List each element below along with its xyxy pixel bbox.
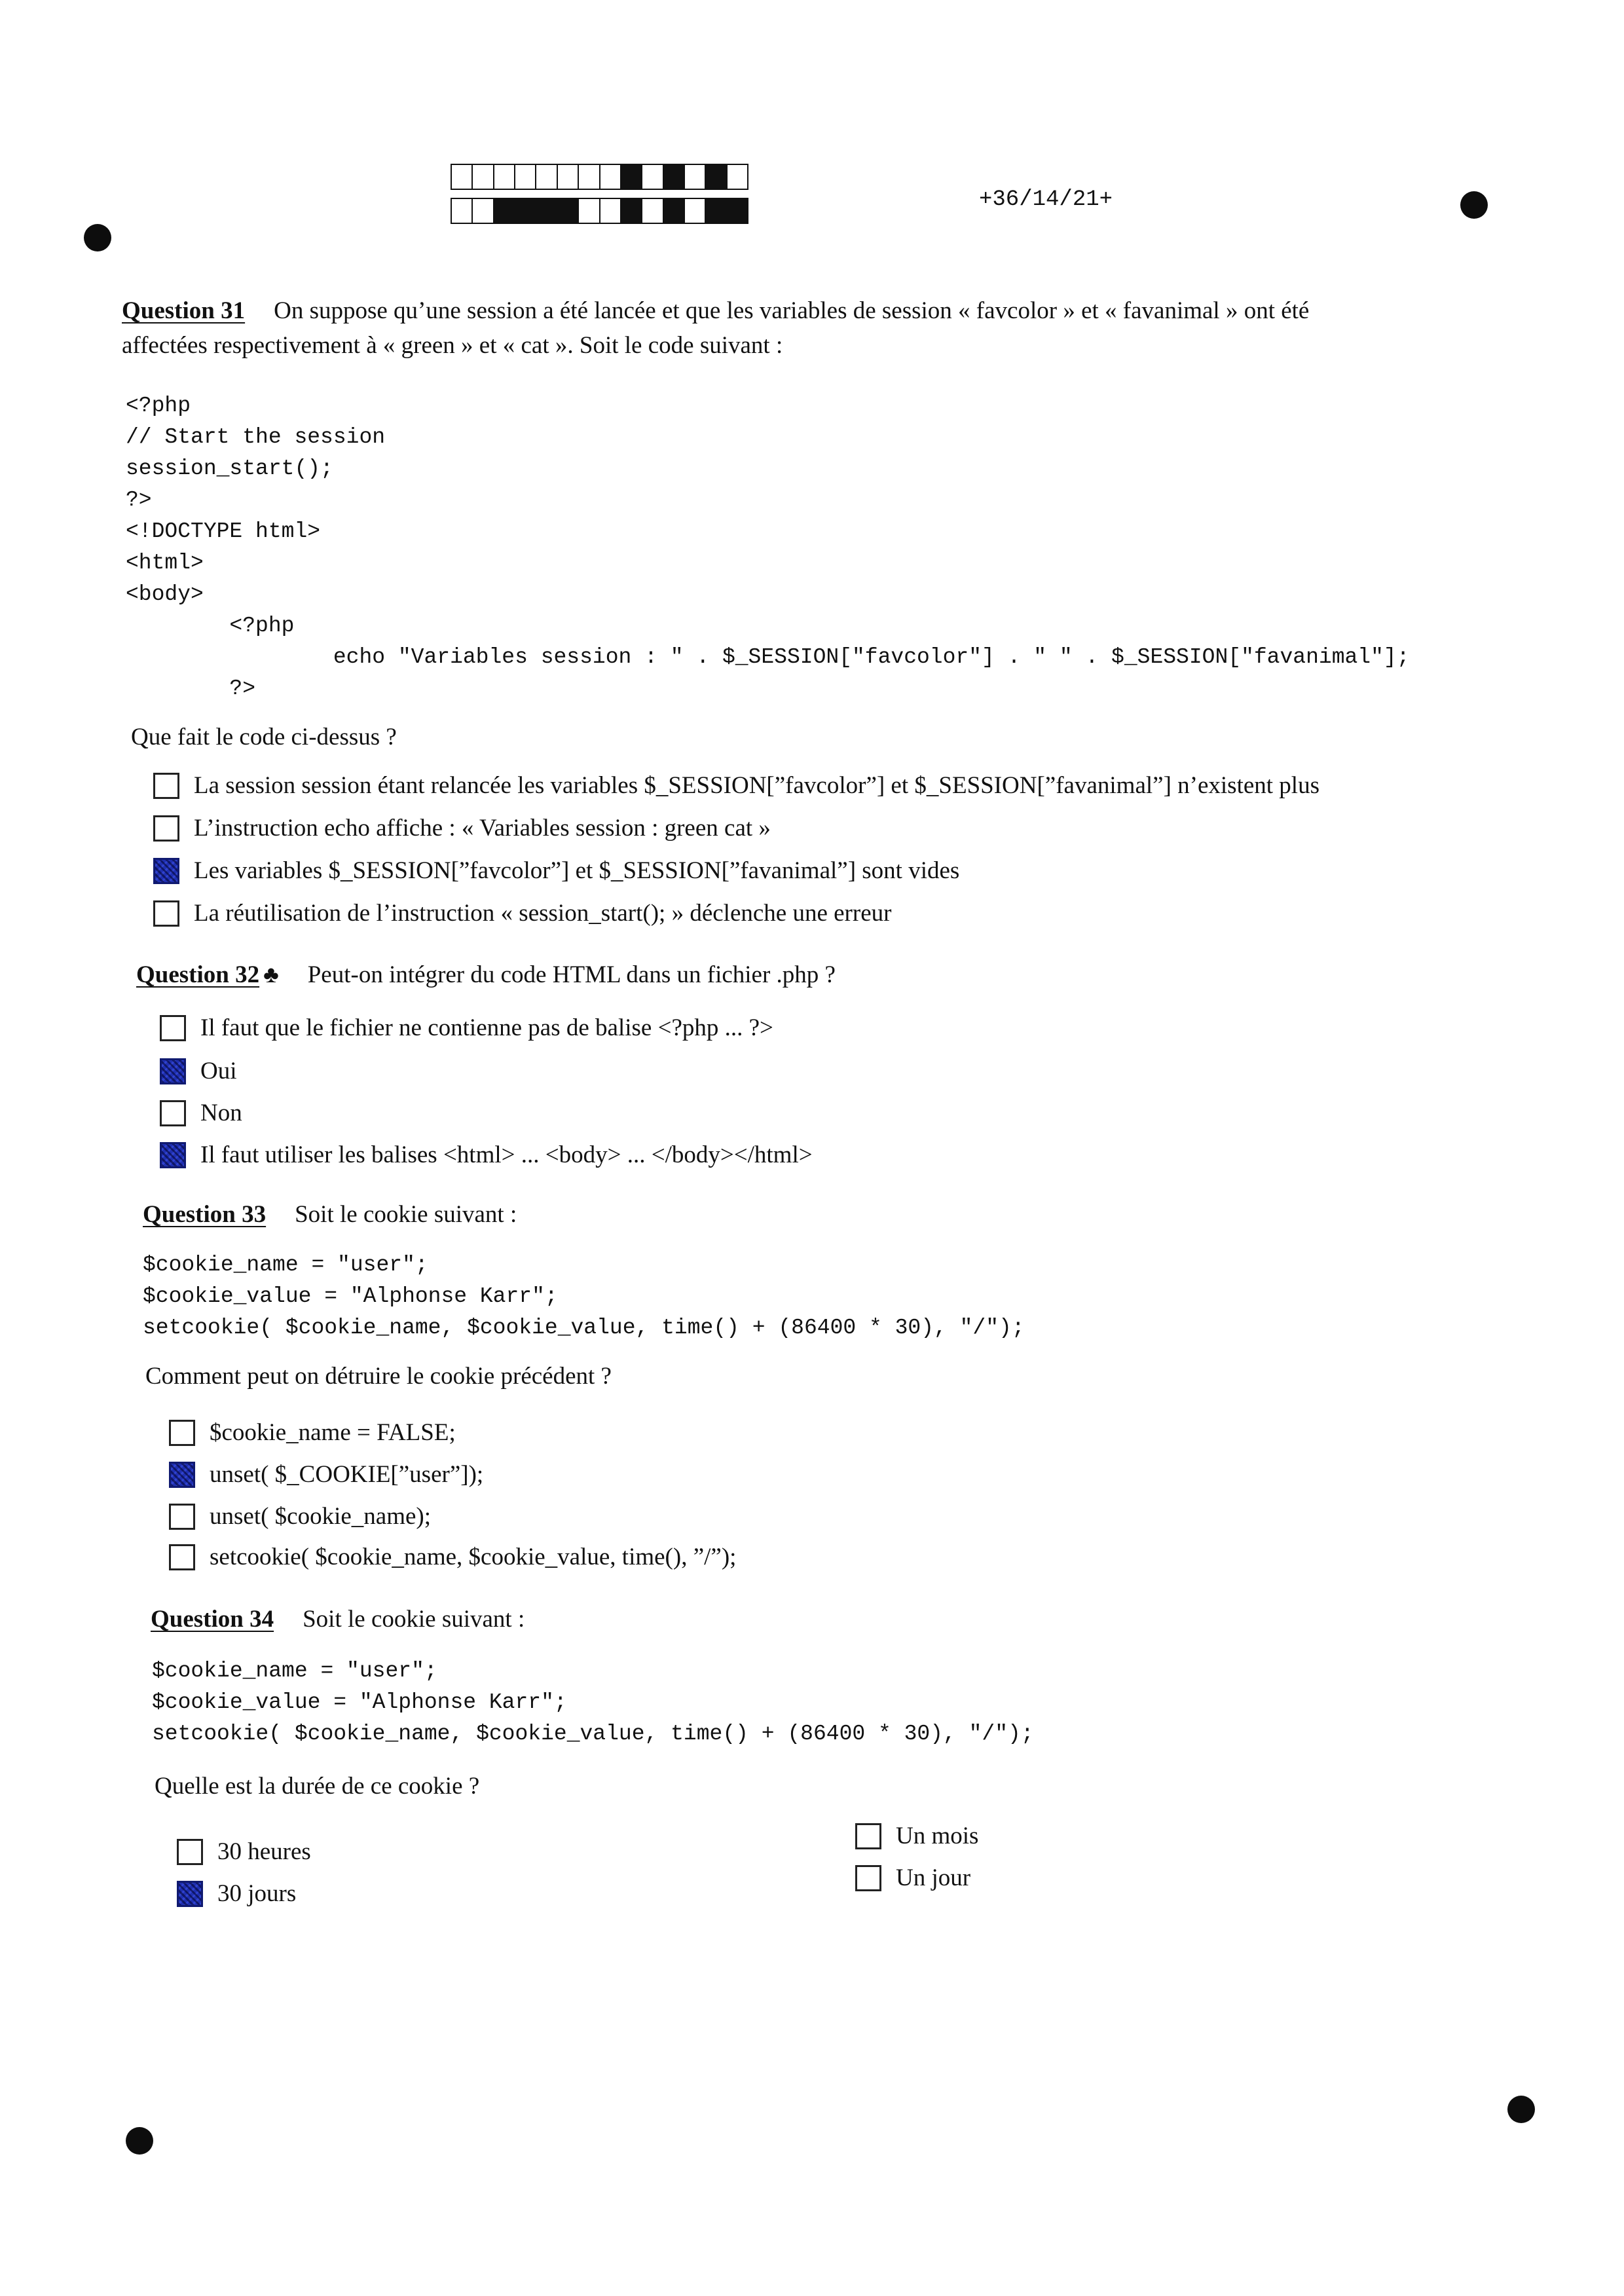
barcode-cell <box>558 165 579 189</box>
page-barcode <box>451 164 748 224</box>
q33-option-4[interactable] <box>169 1543 736 1571</box>
q32-option-3[interactable] <box>160 1099 242 1127</box>
barcode-cell <box>515 199 536 223</box>
code-line: <?php <box>126 394 191 418</box>
barcode-cell <box>600 165 621 189</box>
registration-mark-top-left <box>84 224 111 251</box>
barcode-cell <box>685 165 706 189</box>
q33-question: Comment peut on détruire le cookie précédent ? <box>145 1363 612 1390</box>
code-line: echo "Variables session : " . $_SESSION["favcolor"] . " " . $_SESSION["favanimal"]; <box>126 645 1410 669</box>
q34-option-3[interactable] <box>855 1822 978 1850</box>
barcode-cell <box>452 199 473 223</box>
checkbox[interactable] <box>153 858 179 884</box>
q32-option-2[interactable] <box>160 1057 237 1085</box>
checkbox[interactable] <box>169 1420 195 1446</box>
barcode-cell <box>536 199 557 223</box>
option-label: Les variables $_SESSION[”favcolor”] et $_SESSION[”favanimal”] sont vides <box>194 857 960 884</box>
club-icon: ♣ <box>263 961 279 988</box>
barcode-cell <box>494 165 515 189</box>
checkbox[interactable] <box>169 1462 195 1488</box>
barcode-cell <box>621 199 642 223</box>
q32-option-4[interactable] <box>160 1141 813 1169</box>
q32-label: Question 32 <box>136 961 260 988</box>
option-label: Un mois <box>896 1823 979 1849</box>
option-label: Non <box>200 1100 242 1126</box>
q31-code-block <box>126 390 1410 705</box>
q31-option-1[interactable] <box>153 771 1320 800</box>
barcode-cell <box>685 199 706 223</box>
barcode-cell <box>579 199 600 223</box>
option-label: Il faut que le fichier ne contienne pas de balise <?php ... ?> <box>200 1014 773 1041</box>
registration-mark-top-right <box>1460 191 1488 219</box>
checkbox[interactable] <box>160 1015 186 1041</box>
q34-text: Soit le cookie suivant : <box>303 1606 525 1633</box>
checkbox[interactable] <box>153 900 179 927</box>
q32-header <box>136 960 836 990</box>
q31-option-3[interactable] <box>153 857 959 885</box>
checkbox[interactable] <box>169 1504 195 1530</box>
q32-text: Peut-on intégrer du code HTML dans un fichier .php ? <box>307 961 836 988</box>
code-line: <body> <box>126 582 204 606</box>
barcode-cell <box>664 199 685 223</box>
q34-option-2[interactable] <box>177 1879 296 1908</box>
barcode-cell <box>452 165 473 189</box>
checkbox[interactable] <box>160 1100 186 1126</box>
code-line: ?> <box>126 676 256 701</box>
code-line: setcookie( $cookie_name, $cookie_value, time() + (86400 * 30), "/"); <box>152 1722 1034 1746</box>
code-line: $cookie_name = "user"; <box>152 1659 437 1683</box>
q31-label: Question 31 <box>122 297 246 324</box>
code-line: $cookie_name = "user"; <box>143 1253 428 1277</box>
q33-header <box>143 1200 517 1230</box>
q31-option-4[interactable] <box>153 899 891 927</box>
barcode-cell <box>664 165 685 189</box>
barcode-cell <box>473 165 494 189</box>
q33-label: Question 33 <box>143 1201 267 1228</box>
q31-header <box>122 296 1309 326</box>
option-label: unset( $_COOKIE[”user”]); <box>210 1461 484 1488</box>
q33-option-3[interactable] <box>169 1502 431 1530</box>
checkbox[interactable] <box>855 1865 881 1891</box>
option-label: La session session étant relancée les variables $_SESSION[”favcolor”] et $_SESSION[”favanimal”] n’existent plus <box>194 772 1320 799</box>
checkbox[interactable] <box>153 773 179 799</box>
code-line: // Start the session <box>126 425 386 449</box>
q31-intro-line2: affectées respectivement à « green » et « cat ». Soit le code suivant : <box>122 332 783 359</box>
checkbox[interactable] <box>160 1142 186 1168</box>
option-label: Il faut utiliser les balises <html> ... <body> ... </body></html> <box>200 1141 813 1168</box>
barcode-cell <box>706 199 727 223</box>
barcode-cell <box>600 199 621 223</box>
code-line: <!DOCTYPE html> <box>126 519 321 544</box>
code-line: $cookie_value = "Alphonse Karr"; <box>143 1284 558 1308</box>
checkbox[interactable] <box>177 1881 203 1907</box>
barcode-cell <box>579 165 600 189</box>
barcode-cell <box>728 165 747 189</box>
barcode-cell <box>515 165 536 189</box>
q34-option-4[interactable] <box>855 1864 970 1892</box>
option-label: setcookie( $cookie_name, $cookie_value, time(), ”/”); <box>210 1544 737 1570</box>
q31-intro-line1: On suppose qu’une session a été lancée et que les variables de session « favcolor » et « favanimal » ont été <box>274 297 1310 324</box>
q33-code-block <box>143 1250 1025 1344</box>
checkbox[interactable] <box>177 1839 203 1865</box>
q33-text: Soit le cookie suivant : <box>295 1201 517 1228</box>
checkbox[interactable] <box>153 815 179 842</box>
option-label: L’instruction echo affiche : « Variables session : green cat » <box>194 815 771 842</box>
checkbox[interactable] <box>169 1544 195 1570</box>
option-label: $cookie_name = FALSE; <box>210 1419 456 1446</box>
q33-option-1[interactable] <box>169 1418 456 1447</box>
checkbox[interactable] <box>855 1823 881 1849</box>
barcode-cell <box>494 199 515 223</box>
barcode-cell <box>642 165 663 189</box>
checkbox[interactable] <box>160 1058 186 1084</box>
barcode-cell <box>536 165 557 189</box>
code-line: $cookie_value = "Alphonse Karr"; <box>152 1690 567 1714</box>
code-line: session_start(); <box>126 456 333 481</box>
q34-label: Question 34 <box>151 1606 274 1633</box>
q34-code-block <box>152 1656 1034 1750</box>
option-label: 30 jours <box>217 1880 297 1907</box>
code-line: <?php <box>126 614 295 638</box>
barcode-cell <box>473 199 494 223</box>
q34-option-1[interactable] <box>177 1838 311 1866</box>
barcode-cell <box>642 199 663 223</box>
page-id: +36/14/21+ <box>979 187 1113 212</box>
q33-option-2[interactable] <box>169 1460 483 1489</box>
registration-mark-bottom-right <box>1507 2096 1535 2123</box>
barcode-cell <box>706 165 727 189</box>
q31-option-2[interactable] <box>153 814 771 842</box>
q32-option-1[interactable] <box>160 1014 773 1042</box>
q34-header <box>151 1604 525 1635</box>
registration-mark-bottom-left <box>126 2127 153 2155</box>
barcode-cell <box>621 165 642 189</box>
barcode-cell <box>558 199 579 223</box>
code-line: ?> <box>126 488 152 512</box>
code-line: <html> <box>126 551 204 575</box>
q34-question: Quelle est la durée de ce cookie ? <box>155 1773 480 1800</box>
option-label: unset( $cookie_name); <box>210 1503 432 1530</box>
q31-question: Que fait le code ci-dessus ? <box>131 724 397 750</box>
option-label: 30 heures <box>217 1838 311 1865</box>
option-label: Oui <box>200 1058 237 1084</box>
option-label: Un jour <box>896 1864 971 1891</box>
barcode-row-2 <box>451 198 748 224</box>
option-label: La réutilisation de l’instruction « session_start(); » déclenche une erreur <box>194 900 892 927</box>
code-line: setcookie( $cookie_name, $cookie_value, time() + (86400 * 30), "/"); <box>143 1316 1025 1340</box>
barcode-row-1 <box>451 164 748 190</box>
barcode-cell <box>728 199 747 223</box>
